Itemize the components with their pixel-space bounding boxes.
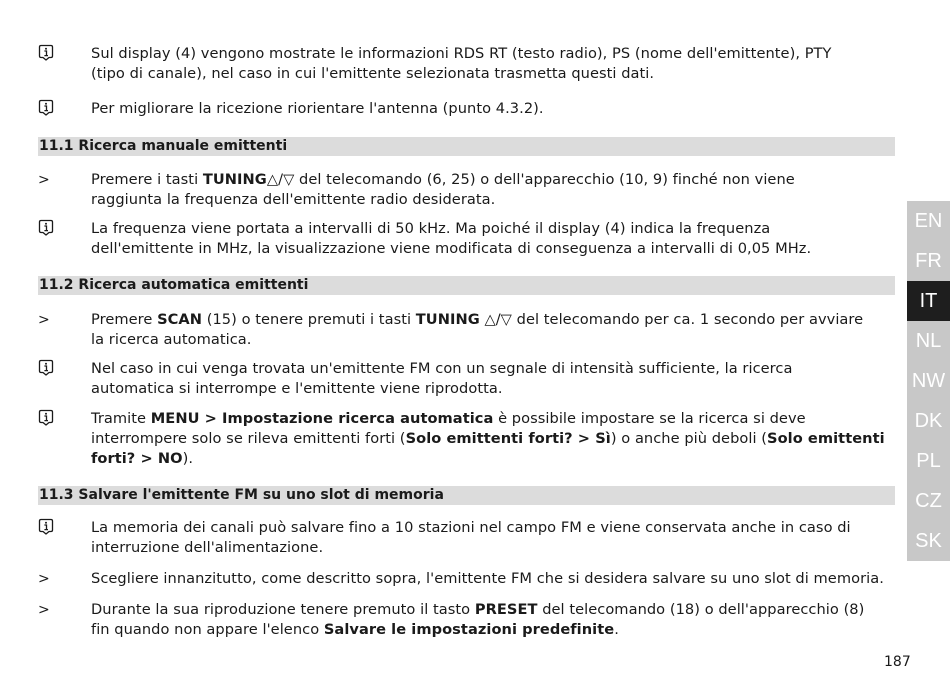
text-run: interrompere solo se rileva emittenti forti ( bbox=[91, 430, 406, 447]
bold-term: forti? > NO bbox=[91, 450, 183, 467]
language-tab-fr: FR bbox=[907, 241, 950, 281]
paragraph-text bbox=[91, 569, 894, 589]
note-marker bbox=[38, 359, 60, 376]
paragraph-text bbox=[91, 518, 894, 558]
text-run: Premere i tasti bbox=[91, 171, 203, 188]
text-run: automatica si interrompe e l'emittente viene riprodotta. bbox=[91, 380, 503, 397]
paragraph-text bbox=[91, 600, 894, 640]
text-run: dell'emittente in MHz, la visualizzazione viene modificata di conseguenza a intervalli di 0,05 MHz. bbox=[91, 240, 812, 257]
text-run: La memoria dei canali può salvare fino a 10 stazioni nel campo FM e viene conservata anche in caso di bbox=[91, 519, 851, 536]
info-icon bbox=[38, 44, 54, 61]
bold-term: SCAN bbox=[157, 311, 203, 328]
language-tabs bbox=[907, 201, 950, 561]
text-run: ). bbox=[182, 450, 194, 467]
language-tab-cz: CZ bbox=[907, 481, 950, 521]
text-run: (15) o tenere premuti i tasti bbox=[202, 311, 416, 328]
paragraph-text bbox=[91, 359, 894, 399]
text-run: Durante la sua riproduzione tenere premuto il tasto bbox=[91, 601, 475, 618]
text-run: △/▽ del telecomando per ca. 1 secondo per avviare bbox=[479, 311, 864, 328]
text-run: Per migliorare la ricezione riorientare l'antenna (punto 4.3.2). bbox=[91, 100, 544, 117]
step-marker: > bbox=[38, 602, 50, 618]
text-run: fin quando non appare l'elenco bbox=[91, 621, 324, 638]
step-marker: > bbox=[38, 172, 50, 188]
bold-term: Solo emittenti forti? > Sì bbox=[405, 430, 611, 447]
text-run: Sul display (4) vengono mostrate le informazioni RDS RT (testo radio), PS (nome dell'emittente), PTY bbox=[91, 45, 832, 62]
language-tab-en: EN bbox=[907, 201, 950, 241]
step-marker: > bbox=[38, 571, 50, 587]
note-marker bbox=[38, 518, 60, 535]
language-tab-nw: NW bbox=[907, 361, 950, 401]
bold-term: TUNING bbox=[202, 171, 267, 188]
section-heading: 11.1 Ricerca manuale emittenti bbox=[38, 137, 895, 156]
bold-term: Salvare le impostazioni predefinite bbox=[323, 621, 615, 638]
language-tab-pl: PL bbox=[907, 441, 950, 481]
bold-term: PRESET bbox=[474, 601, 538, 618]
text-run: Scegliere innanzitutto, come descritto sopra, l'emittente FM che si desidera salvare su uno slot di memoria. bbox=[91, 570, 884, 587]
info-icon bbox=[38, 409, 54, 426]
language-tab-dk: DK bbox=[907, 401, 950, 441]
paragraph-text bbox=[91, 99, 894, 119]
section-heading: 11.3 Salvare l'emittente FM su uno slot di memoria bbox=[38, 486, 895, 505]
text-run: Tramite bbox=[91, 410, 151, 427]
text-run: Nel caso in cui venga trovata un'emittente FM con un segnale di intensità sufficiente, la ricerca bbox=[91, 360, 793, 377]
info-icon bbox=[38, 99, 54, 116]
text-run: del telecomando (18) o dell'apparecchio (8) bbox=[537, 601, 865, 618]
bold-term: Solo emittenti bbox=[767, 430, 885, 447]
text-run: (tipo di canale), nel caso in cui l'emittente selezionata trasmetta questi dati. bbox=[91, 65, 655, 82]
bold-term: MENU > Impostazione ricerca automatica bbox=[150, 410, 494, 427]
bold-term: TUNING bbox=[415, 311, 480, 328]
step-marker: > bbox=[38, 312, 50, 328]
text-run: raggiunta la frequenza dell'emittente radio desiderata. bbox=[91, 191, 496, 208]
paragraph-text bbox=[91, 310, 894, 350]
text-run: interruzione dell'alimentazione. bbox=[91, 539, 324, 556]
paragraph-text bbox=[91, 44, 894, 84]
paragraph-text bbox=[91, 219, 894, 259]
text-run: △/▽ del telecomando (6, 25) o dell'apparecchio (10, 9) finché non viene bbox=[266, 171, 795, 188]
note-marker bbox=[38, 219, 60, 236]
language-tab-it: IT bbox=[907, 281, 950, 321]
paragraph-text bbox=[91, 170, 894, 210]
text-run: Premere bbox=[91, 311, 158, 328]
language-tab-sk: SK bbox=[907, 521, 950, 561]
info-icon bbox=[38, 518, 54, 535]
text-run: ) o anche più deboli ( bbox=[610, 430, 768, 447]
section-heading: 11.2 Ricerca automatica emittenti bbox=[38, 276, 895, 295]
info-icon bbox=[38, 359, 54, 376]
info-icon bbox=[38, 219, 54, 236]
page-number: 187 bbox=[884, 654, 911, 670]
note-marker bbox=[38, 409, 60, 426]
note-marker bbox=[38, 99, 60, 116]
text-run: la ricerca automatica. bbox=[91, 331, 252, 348]
text-run: è possibile impostare se la ricerca si deve bbox=[493, 410, 806, 427]
note-marker bbox=[38, 44, 60, 61]
text-run: La frequenza viene portata a intervalli di 50 kHz. Ma poiché il display (4) indica la frequenza bbox=[91, 220, 771, 237]
language-tab-nl: NL bbox=[907, 321, 950, 361]
paragraph-text bbox=[91, 409, 894, 469]
text-run: . bbox=[614, 621, 619, 638]
